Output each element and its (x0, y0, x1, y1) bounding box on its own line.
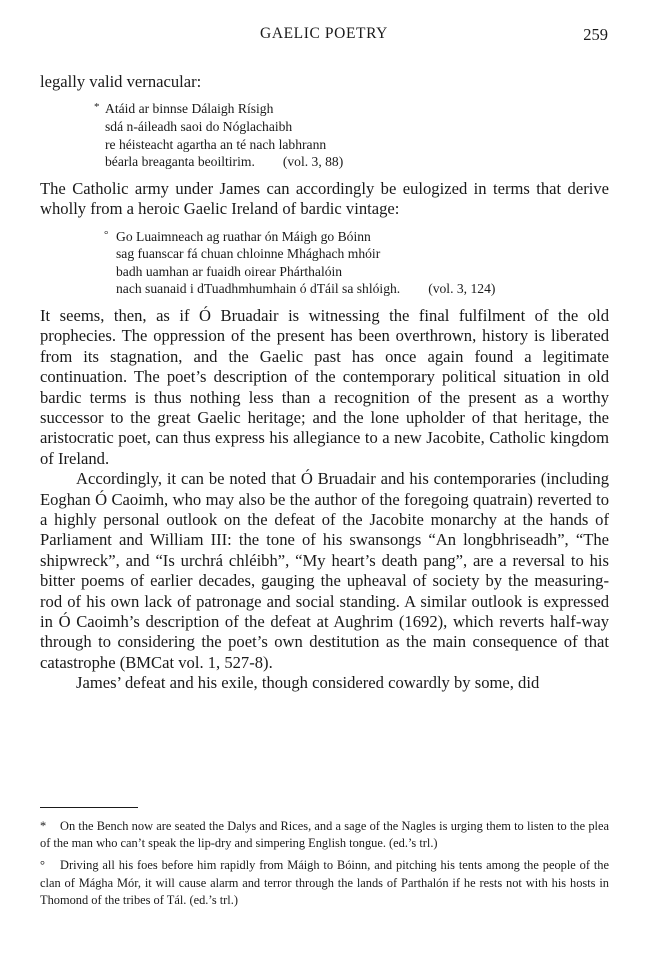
running-title: GAELIC POETRY (260, 25, 388, 42)
verse-citation: (vol. 3, 88) (282, 154, 344, 170)
verse-line: badh uamhan ar fuaidh oirear Phárthalóin (116, 263, 343, 279)
footnote (40, 857, 609, 909)
verse-citation: (vol. 3, 124) (428, 281, 496, 297)
main-text (40, 72, 609, 694)
footnote-rule (40, 807, 138, 808)
footnote-text: On the Bench now are seated the Dalys and Rices, and a sage of the Nagles is urging them to listen to the plea of the man who can’t speak the lip-dry and simpering English tongue. (ed.’s trl.) (40, 819, 609, 851)
paragraph: Accordingly, it can be noted that Ó Bruadair and his contemporaries (including Eoghan Ó Caoimh, who may also be the author of the foregoing quatrain) reverted to a highly personal outlook on the defeat of the Jacobite monarchy at the hands of Parliament and William III: the tone of his swansongs “An longbhriseadh”, “The shipwreck”, and “Is urchrá chléibh”, “My heart’s death pang”, are a reversal to his bitter poems of earlier decades, gauging the upheaval of society by the measuring-rod of his own lack of patronage and social standing. A similar outlook is expressed in Ó Caoimh’s description of the defeat at Aughrim (1692), which reverts half-way through to considering the poet’s own destitution as the main consequence of that catastrophe (BMCat vol. 1, 527-8). (40, 469, 609, 672)
verse-quote-1 (40, 100, 609, 170)
verse-line: sag fuanscar fá chuan chloinne Mhághach mhóir (116, 246, 381, 262)
footnotes (40, 818, 609, 914)
footnote (40, 818, 609, 852)
verse-line: ° Go Luaimneach ag ruathar ón Máigh go Bóinn (104, 228, 371, 244)
verse-line: sdá n-áileadh saoi do Nóglachaibh (105, 119, 293, 134)
footnote-marker-asterisk: * (94, 101, 100, 114)
footnote-mark: ° (40, 858, 45, 873)
intro-line: legally valid vernacular: (40, 72, 202, 91)
verse-quote-2 (40, 228, 609, 298)
paragraph: The Catholic army under James can accordingly be eulogized in terms that derive wholly from a heroic Gaelic Ireland of bardic vintage: (40, 178, 609, 219)
footnote-marker-degree: ° (104, 228, 109, 241)
footnote-text: Driving all his foes before him rapidly from Máigh to Bóinn, and pitching his tents among the people of the clan of Mágha Mór, it will cause alarm and terror through the lands of Parthalón if he rests not with his hosts in Thomond of the tribes of Tál. (ed.’s trl.) (40, 858, 609, 907)
paragraph: James’ defeat and his exile, though considered cowardly by some, did (76, 673, 540, 693)
verse-line: re héisteacht agartha an té nach labhrann (105, 136, 327, 152)
page-number: 259 (583, 25, 608, 44)
footnote-mark: * (40, 819, 47, 833)
verse-line: * Atáid ar binnse Dálaigh Rísigh (94, 101, 274, 117)
running-header (40, 25, 608, 49)
verse-line: nach suanaid i dTuadhmhumhain ó dTáil sa shlóigh. (vol. 3, 124) (116, 281, 496, 297)
paragraph: It seems, then, as if Ó Bruadair is witnessing the final fulfilment of the old prophecies. The oppression of the present has been overthrown, history is liberated from its stagnation, and the Gaelic past has once again found a legitimate continuation. The poet’s description of the contemporary political situation in old bardic terms is thus nothing less than a recognition of the present as a worthy successor to the great Gaelic heritage; and the lone upholder of that heritage, the aristocratic poet, can thus express his allegiance to a new Jacobite, Catholic kingdom of Ireland. (40, 305, 609, 468)
verse-line: béarla breaganta beoiltirim. (vol. 3, 88) (105, 154, 344, 170)
